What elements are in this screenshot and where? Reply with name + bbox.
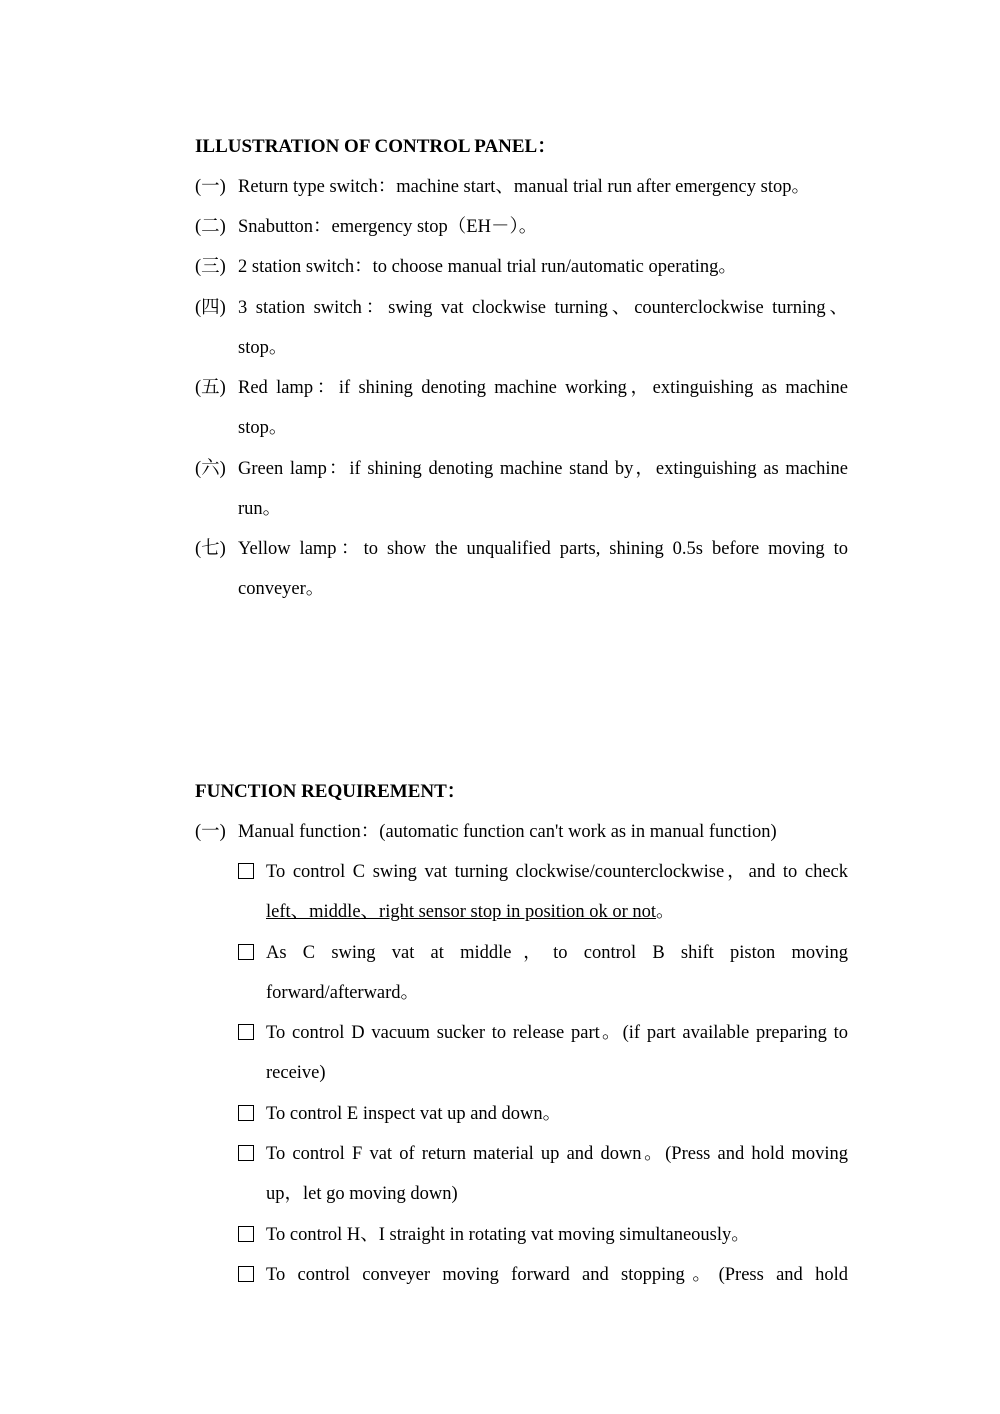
checkbox-icon[interactable]: [238, 1145, 254, 1161]
checklist-text: To control conveyer moving forward and stopping。(Press and hold: [266, 1265, 848, 1285]
checklist-item: [238, 1215, 848, 1255]
item-number: (四): [195, 298, 226, 318]
checklist-text: To control E inspect vat up and down。: [266, 1104, 562, 1124]
section-heading-control-panel: ILLUSTRATION OF CONTROL PANEL：: [195, 136, 557, 157]
control-panel-item: [195, 368, 848, 449]
checklist-text: To control F vat of return material up and down。(Press and hold moving up，let go moving down): [266, 1144, 848, 1205]
checklist-text: To control D vacuum sucker to release part。(if part available preparing to receive): [266, 1023, 848, 1084]
item-text: Return type switch：machine start、manual trial run after emergency stop。: [238, 177, 810, 197]
checkbox-icon[interactable]: [238, 1266, 254, 1282]
checklist-item: [238, 1013, 848, 1094]
item-number: (二): [195, 217, 226, 237]
control-panel-item: [195, 529, 848, 610]
checklist-item: [238, 1134, 848, 1215]
item-number: (五): [195, 378, 226, 398]
checklist-item: [238, 852, 848, 933]
item-text: 3 station switch：swing vat clockwise turning、counterclockwise turning、stop。: [238, 298, 848, 359]
section-heading-function-requirement: FUNCTION REQUIREMENT：: [195, 781, 466, 802]
control-panel-item: [195, 449, 848, 530]
item-text: Green lamp：if shining denoting machine stand by，extinguishing as machine run。: [238, 459, 848, 520]
checklist-item: [238, 1094, 848, 1134]
item-text: Snabutton：emergency stop（EH－）。: [238, 217, 538, 237]
checklist-text: To control H、I straight in rotating vat moving simultaneously。: [266, 1225, 750, 1245]
item-number: (一): [195, 177, 226, 197]
checkbox-icon[interactable]: [238, 863, 254, 879]
checklist-item: [238, 933, 848, 1014]
checklist-text: As C swing vat at middle，to control B shift piston moving forward/afterward。: [266, 943, 848, 1004]
checkbox-icon[interactable]: [238, 1226, 254, 1242]
item-number: (一): [195, 822, 226, 842]
checkbox-icon[interactable]: [238, 944, 254, 960]
checklist-item: [238, 1255, 848, 1295]
item-number: (三): [195, 257, 226, 277]
control-panel-item: [195, 288, 848, 369]
item-number: (六): [195, 459, 226, 479]
control-panel-item: [195, 247, 848, 287]
item-text: Red lamp：if shining denoting machine working，extinguishing as machine stop。: [238, 378, 848, 439]
item-number: (七): [195, 539, 226, 559]
control-panel-item: [195, 167, 848, 207]
item-text: 2 station switch：to choose manual trial run/automatic operating。: [238, 257, 737, 277]
function-item: [195, 812, 848, 852]
item-text: Yellow lamp：to show the unqualified parts, shining 0.5s before moving to conveyer。: [238, 539, 848, 600]
item-text: Manual function：(automatic function can't work as in manual function): [238, 822, 777, 842]
checklist-text: To control C swing vat turning clockwise/counterclockwise，and to check left、middle、right sensor stop in position ok or not。: [266, 862, 848, 923]
underlined-text: left、middle、right sensor stop in position ok or not: [266, 902, 657, 923]
checkbox-icon[interactable]: [238, 1024, 254, 1040]
checkbox-icon[interactable]: [238, 1105, 254, 1121]
control-panel-item: [195, 207, 848, 247]
